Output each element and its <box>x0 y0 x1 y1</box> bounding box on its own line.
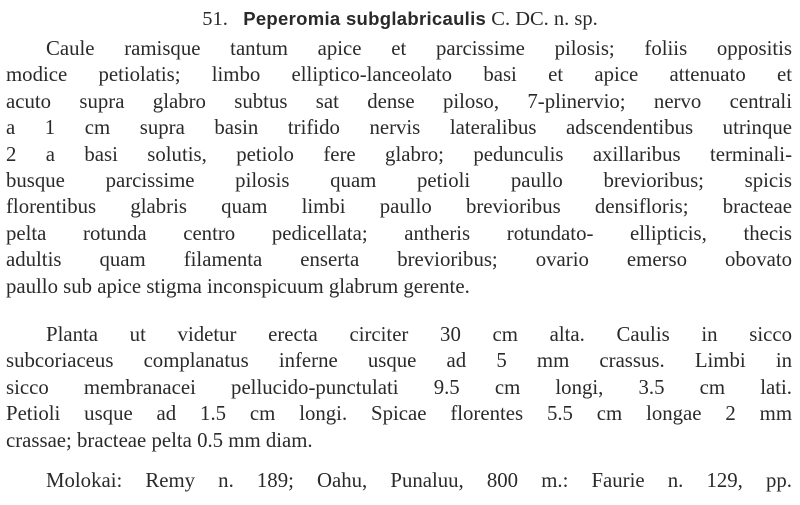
plant-notes <box>6 322 792 454</box>
species-name: Peperomia subglabricaulis <box>243 8 487 29</box>
description-line: acuto supra glabro subtus sat dense piloso, 7-plinervio; nervo centrali <box>6 89 792 113</box>
notes-line: Petioli usque ad 1.5 cm longi. Spicae florentes 5.5 cm longae 2 mm <box>6 402 792 426</box>
notes-line: sicco membranacei pellucido-punctulati 9.5 cm longi, 3.5 cm lati. <box>6 375 792 399</box>
notes-line: Planta ut videtur erecta circiter 30 cm alta. Caulis in sicco <box>46 323 792 346</box>
description-line: pelta rotunda centro pedicellata; antheris rotundato- ellipticis, thecis <box>6 221 792 245</box>
description-line: adultis quam filamenta enserta brevioribus; ovario emerso obovato <box>6 248 792 272</box>
notes-line: subcoriaceus complanatus inferne usque ad 5 mm crassus. Limbi in <box>6 349 792 373</box>
species-authority: C. DC. n. sp. <box>491 8 598 30</box>
description-line: busque parcissime pilosis quam petioli paullo brevioribus; spicis <box>6 168 792 192</box>
species-heading <box>0 4 800 34</box>
specimen-localities: Molokai: Remy n. 189; Oahu, Punaluu, 800 m.: Faurie n. 129, pp. <box>46 469 792 492</box>
description-line: 2 a basi solutis, petiolo fere glabro; pedunculis axillaribus terminali- <box>6 142 792 166</box>
description-line: a 1 cm supra basin trifido nervis lateralibus adscendentibus utrinque <box>6 116 792 140</box>
description-line: Caule ramisque tantum apice et parcissime pilosis; foliis oppositis <box>46 37 792 60</box>
description-line: paullo sub apice stigma inconspicuum glabrum gerente. <box>6 274 470 298</box>
description-line: modice petiolatis; limbo elliptico-lanceolato basi et apice attenuato et <box>6 63 792 87</box>
description-line: florentibus glabris quam limbi paullo brevioribus densifloris; bracteae <box>6 195 792 219</box>
notes-line: crassae; bracteae pelta 0.5 mm diam. <box>6 428 313 452</box>
species-number: 51. <box>202 8 228 30</box>
latin-description <box>6 36 792 300</box>
